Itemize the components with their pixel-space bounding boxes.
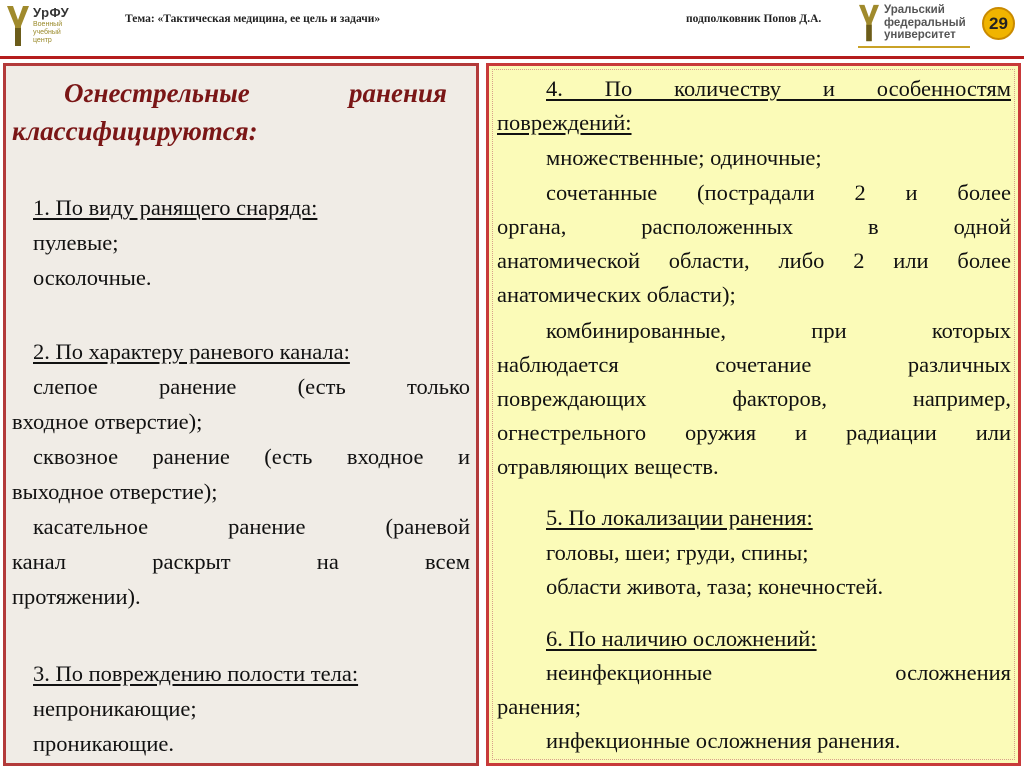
list-item: ранения;: [497, 694, 581, 719]
list-item: канал раскрыт на всем: [12, 549, 470, 574]
list-item: анатомической области, либо 2 или более: [497, 248, 1011, 273]
left-logo-subtitle: Военный учебный центр: [33, 21, 63, 44]
slide-author: подполковник Попов Д.А.: [686, 13, 822, 25]
list-item: области живота, таза; конечностей.: [546, 574, 884, 599]
list-item: головы, шеи; груди, спины;: [546, 540, 809, 565]
list-item: проникающие.: [33, 731, 174, 756]
section-4-heading: 4. По количеству и особенностям: [546, 76, 1011, 101]
section-1-heading: 1. По виду ранящего снаряда:: [33, 195, 318, 220]
page-number-badge: 29: [982, 7, 1015, 40]
list-item: осколочные.: [33, 265, 152, 290]
slide-topic: Тема: «Тактическая медицина, ее цель и задачи»: [125, 13, 381, 25]
list-item: протяжении).: [12, 584, 141, 609]
list-item: сквозное ранение (есть входное и: [33, 444, 470, 469]
title-word-2: ранения: [349, 78, 447, 108]
right-content-panel: [486, 63, 1021, 766]
right-logo-name: Уральский федеральный университет: [884, 4, 966, 41]
left-content-panel: [3, 63, 479, 766]
list-item: инфекционные осложнения ранения.: [546, 728, 901, 753]
list-item: входное отверстие);: [12, 409, 203, 434]
header-divider: [0, 56, 1024, 59]
left-logo-brand: УрФУ: [33, 5, 70, 20]
list-item: повреждающих факторов, например,: [497, 386, 1011, 411]
logo-underline: [858, 46, 970, 48]
title-line-2: классифицируются:: [12, 116, 258, 146]
list-item: непроникающие;: [33, 696, 197, 721]
urfu-university-logo: [858, 3, 973, 51]
urfu-emblem-icon: [6, 4, 30, 48]
list-item: сочетанные (пострадали 2 и более: [546, 180, 1011, 205]
list-item: анатомических области);: [497, 282, 736, 307]
section-4-heading-cont: повреждений:: [497, 110, 632, 135]
list-item: огнестрельного оружия и радиации или: [497, 420, 1011, 445]
list-item: комбинированные, при которых: [546, 318, 1011, 343]
list-item: неинфекционные осложнения: [546, 660, 1011, 685]
list-item: пулевые;: [33, 230, 119, 255]
list-item: касательное ранение (раневой: [33, 514, 470, 539]
urfu-military-center-logo: [6, 4, 76, 50]
section-3-heading: 3. По повреждению полости тела:: [33, 661, 359, 686]
list-item: выходное отверстие);: [12, 479, 218, 504]
section-5-heading: 5. По локализации ранения:: [546, 505, 813, 530]
list-item: органа, расположенных в одной: [497, 214, 1011, 239]
list-item: отравляющих веществ.: [497, 454, 719, 479]
section-6-heading: 6. По наличию осложнений:: [546, 626, 817, 651]
urfu-emblem-icon: [858, 3, 880, 43]
section-2-heading: 2. По характеру раневого канала:: [33, 339, 350, 364]
title-word-1: Огнестрельные: [64, 78, 250, 108]
slide-header: [0, 0, 1024, 56]
list-item: множественные; одиночные;: [546, 145, 822, 170]
list-item: слепое ранение (есть только: [33, 374, 470, 399]
list-item: наблюдается сочетание различных: [497, 352, 1011, 377]
